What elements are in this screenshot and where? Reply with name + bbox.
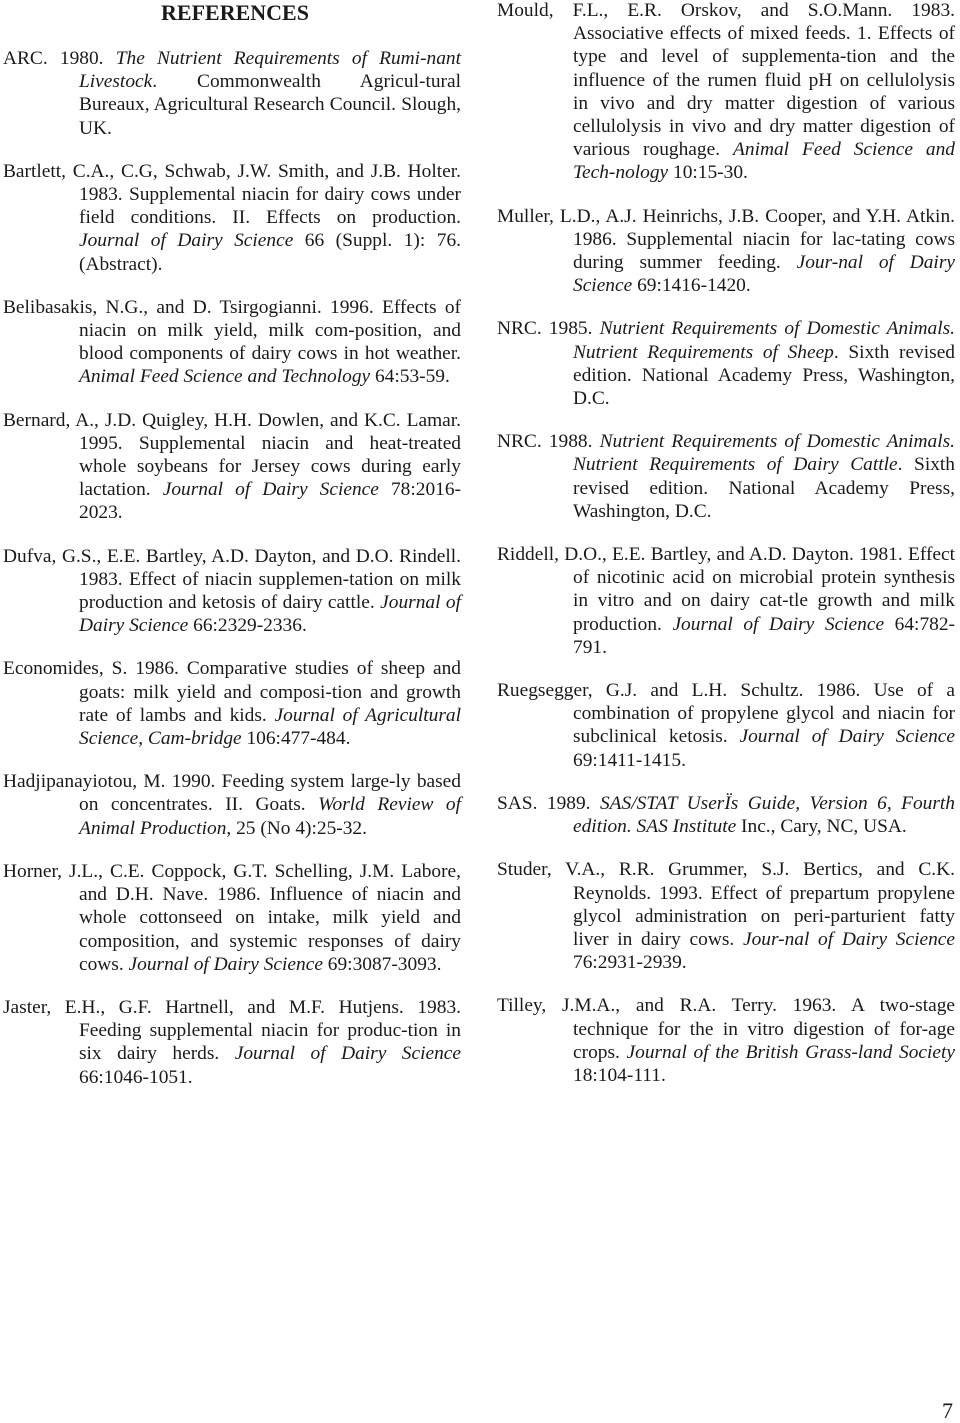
reference-entry: [3, 160, 461, 276]
reference-entry: [3, 47, 461, 140]
reference-text: Inc., Cary, NC, USA.: [736, 816, 907, 838]
reference-text: Jaster, E.H., G.F. Hartnell, and M.F. Hutjens. 1983. Feeding supplemental niacin for produc-tion in six dairy herds.: [3, 996, 461, 1065]
reference-text: . Sixth revised edition. National Academy Press, Washington, D.C.: [573, 341, 955, 410]
reference-text: 69:1411-1415.: [573, 749, 686, 771]
reference-text: , 25 (No 4):25-32.: [226, 817, 367, 839]
reference-text: Riddell, D.O., E.E. Bartley, and A.D. Dayton. 1981. Effect of nicotinic acid on microbial protein synthesis in vitro and on dairy cat-tle growth and milk production.: [497, 544, 955, 635]
left-reference-list: [3, 47, 461, 1089]
reference-title-italic: Animal Feed Science and Tech-nology: [573, 139, 955, 184]
left-column: [3, 0, 461, 1109]
reference-text: Bernard, A., J.D. Quigley, H.H. Dowlen, and K.C. Lamar. 1995. Supplemental niacin and heat-treated whole soybeans for Jersey cows during early lactation.: [3, 409, 461, 501]
reference-entry: [3, 545, 461, 638]
reference-title-italic: Nutrient Requirements of Domestic Animals. Nutrient Requirements of Sheep: [573, 318, 955, 363]
reference-title-italic: Animal Feed Science and Technology: [79, 366, 371, 388]
reference-title-italic: Journal of Dairy Science: [162, 479, 379, 501]
right-reference-list: [497, 0, 955, 1087]
reference-title-italic: Journal of Dairy Science: [79, 230, 294, 252]
reference-text: Bartlett, C.A., C.G, Schwab, J.W. Smith, and J.B. Holter. 1983. Supplemental niacin for dairy cows under field conditions. II. Effects on production.: [3, 160, 461, 229]
reference-title-italic: Journal of Dairy Science: [234, 1043, 461, 1065]
reference-title-italic: Journal of Agricultural Science, Cam-bridge: [79, 704, 462, 750]
reference-title-italic: The Nutrient Requirements of Rumi-nant Livestock: [79, 48, 462, 93]
reference-entry: [497, 317, 955, 410]
reference-entry: [3, 409, 461, 525]
reference-entry: [3, 996, 461, 1089]
page-number: 7: [942, 1398, 953, 1423]
reference-text: Ruegsegger, G.J. and L.H. Schultz. 1986. Use of a combination of propylene glycol and niacin for subclinical ketosis.: [497, 680, 955, 748]
reference-text: 69:3087-3093.: [322, 953, 442, 975]
reference-title-italic: Journal of the British Grass-land Society: [626, 1041, 955, 1063]
reference-entry: [497, 679, 955, 772]
reference-text: Mould, F.L., E.R. Orskov, and S.O.Mann. 1983. Associative effects of mixed feeds. 1. Effects of type and level of supplementa-tion and the influence of the rumen fluid pH on cellulolysis in vivo and dry matter digestion of various cellulolysis in vivo and dry matter digestion of various roughage.: [497, 0, 955, 161]
reference-entry: [3, 770, 461, 840]
reference-text: 78:2016-2023.: [79, 479, 461, 524]
reference-entry: [497, 994, 955, 1087]
reference-text: Dufva, G.S., E.E. Bartley, A.D. Dayton, and D.O. Rindell. 1983. Effect of niacin supplemen-tation on milk production and ketosis of dairy cattle.: [3, 545, 461, 614]
reference-entry: [497, 858, 955, 974]
reference-title-italic: SAS/STAT UserÏs Guide, Version 6, Fourth edition. SAS Institute: [573, 792, 955, 838]
reference-entry: [497, 205, 955, 298]
reference-text: 64:53-59.: [370, 366, 450, 388]
reference-text: Muller, L.D., A.J. Heinrichs, J.B. Cooper, and Y.H. Atkin. 1986. Supplemental niacin for lac-tating cows during summer feeding.: [497, 205, 955, 274]
reference-text: ARC. 1980.: [3, 48, 116, 69]
reference-title-italic: Journal of Dairy Science: [739, 726, 955, 748]
reference-entry: [3, 296, 461, 389]
references-heading: REFERENCES: [161, 0, 309, 25]
reference-title-italic: Jour-nal of Dairy Science: [742, 928, 955, 950]
reference-entry: [3, 860, 461, 976]
reference-title-italic: Journal of Dairy Science: [79, 592, 461, 637]
reference-text: Tilley, J.M.A., and R.A. Terry. 1963. A two-stage technique for the in vitro digestion of for-age crops.: [497, 995, 955, 1063]
reference-text: Studer, V.A., R.R. Grummer, S.J. Bertics, and C.K. Reynolds. 1993. Effect of prepartum propylene glycol administration on peri-parturient fatty liver in dairy cows.: [497, 859, 955, 950]
reference-text: 66:2329-2336.: [188, 615, 307, 637]
reference-text: NRC. 1985.: [497, 318, 600, 340]
right-column: [497, 0, 955, 1107]
reference-title-italic: Journal of Dairy Science: [672, 613, 885, 635]
reference-text: 64:782-791.: [573, 613, 955, 658]
reference-text: . Sixth revised edition. National Academy Press, Washington, D.C.: [573, 454, 955, 522]
reference-text: 10:15-30.: [668, 162, 748, 184]
reference-text: 106:477-484.: [241, 728, 351, 750]
reference-entry: [497, 0, 955, 185]
reference-entry: [497, 792, 955, 838]
reference-title-italic: Jour-nal of Dairy Science: [573, 252, 955, 297]
reference-text: NRC. 1988.: [497, 431, 600, 453]
reference-entry: [497, 430, 955, 523]
reference-text: . Commonwealth Agricul-tural Bureaux, Agricultural Research Council. Slough, UK.: [79, 71, 461, 139]
reference-text: 18:104-111.: [573, 1064, 666, 1086]
reference-title-italic: World Review of Animal Production: [79, 794, 462, 839]
reference-title-italic: Journal of Dairy Science: [128, 953, 323, 975]
reference-text: SAS. 1989.: [497, 792, 600, 814]
reference-entry: [497, 543, 955, 659]
reference-text: Economides, S. 1986. Comparative studies of sheep and goats: milk yield and composi-tion and growth rate of lambs and kids.: [3, 658, 461, 726]
reference-text: 76:2931-2939.: [573, 952, 687, 974]
reference-entry: [3, 657, 461, 750]
reference-title-italic: Nutrient Requirements of Domestic Animals. Nutrient Requirements of Dairy Cattle: [573, 431, 955, 476]
reference-text: 69:1416-1420.: [632, 275, 751, 297]
reference-text: 66 (Suppl. 1): 76. (Abstract).: [79, 230, 461, 275]
reference-text: 66:1046-1051.: [79, 1066, 193, 1088]
reference-text: Horner, J.L., C.E. Coppock, G.T. Schelling, J.M. Labore, and D.H. Nave. 1986. Influence of niacin and whole cottonseed on intake, milk yield and composition, and systemic responses of dairy cows.: [3, 860, 461, 975]
reference-text: Hadjipanayiotou, M. 1990. Feeding system large-ly based on concentrates. II. Goats.: [3, 771, 461, 816]
reference-text: Belibasakis, N.G., and D. Tsirgogianni. 1996. Effects of niacin on milk yield, milk com-position, and blood components of dairy cows in hot weather.: [3, 296, 461, 365]
